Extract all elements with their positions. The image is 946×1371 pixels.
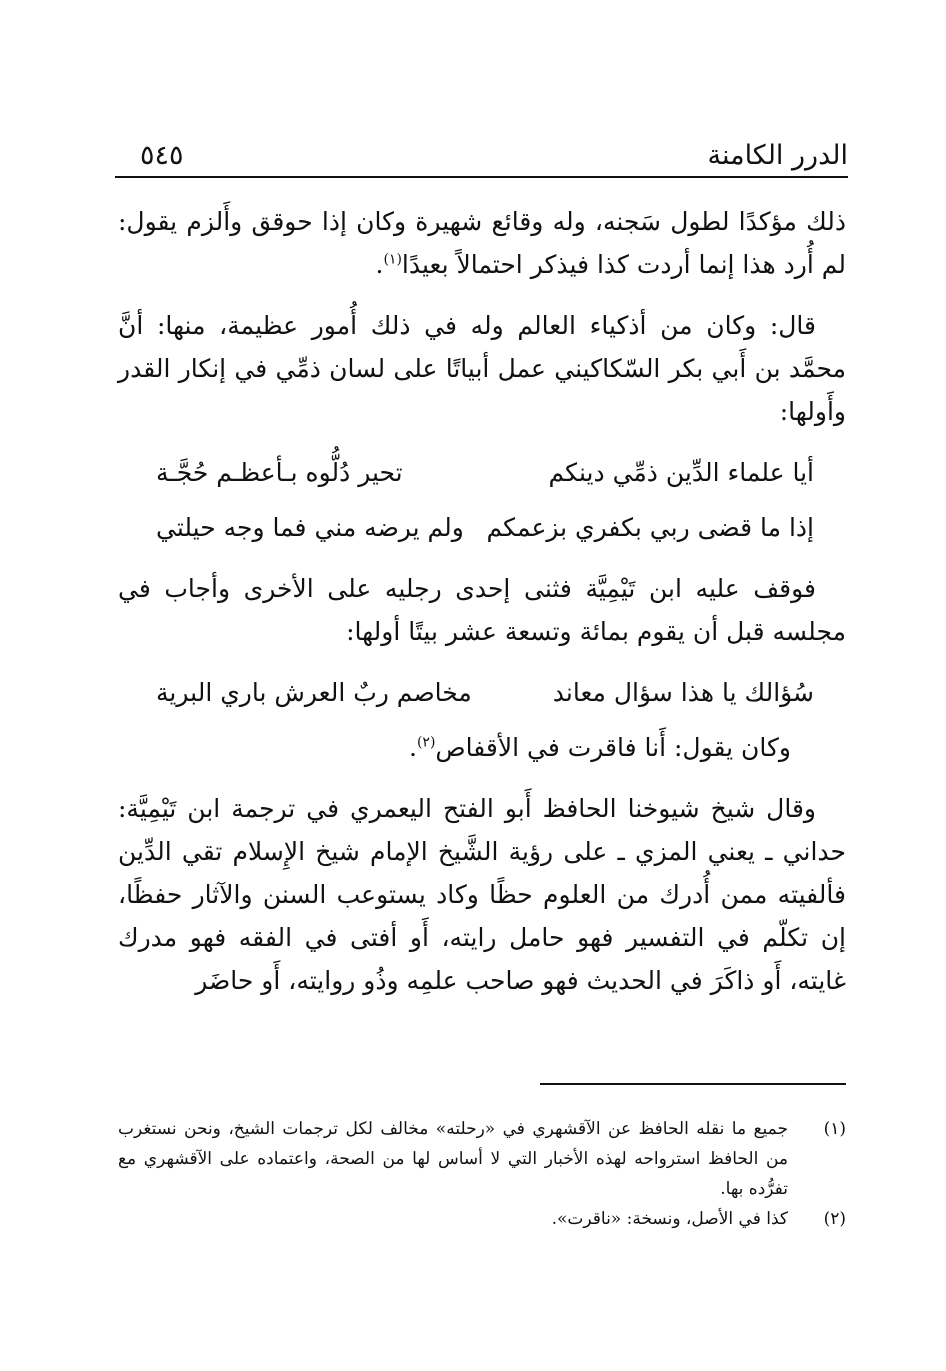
verse-2-second-hemistich: ولم يرضه مني فما وجه حيلتي <box>156 513 464 542</box>
footnote-1 <box>118 1114 846 1204</box>
footnotes <box>118 1114 846 1234</box>
footnote-ref-1: (١) <box>383 251 402 268</box>
verse-1-first-hemistich: أيا علماء الدِّين ذمِّي دينكم <box>548 458 814 487</box>
footnote-1-number: (١) <box>823 1119 846 1139</box>
spacer <box>118 769 846 787</box>
footnote-ref-2: (٢) <box>416 734 436 751</box>
header-rule <box>115 176 848 178</box>
verse-line-1 <box>118 451 846 494</box>
paragraph-2: قال: وكان من أذكياء العالم وله في ذلك أُمور عظيمة، منها: أنَّ محمَّد بن أَبي بكر السّكاكيني عمل أبياتًا على لسان ذمِّي في إنكار القدر وأَولها: <box>118 311 846 426</box>
spacer <box>118 653 846 671</box>
verse-3-first-hemistich: سُؤالك يا هذا سؤال معاند <box>552 678 814 707</box>
running-title: الدرر الكامنة <box>707 140 848 171</box>
paragraph-5: وقال شيخ شيوخنا الحافظ أَبو الفتح اليعمري في ترجمة ابن تَيْمِيَّة: حداني ـ يعني المزي ـ على رؤية الشَّيخ الإمام شيخ الإِسلام تقي الدِّين فألفيته ممن أُدرك من العلوم حظًا وكاد يستوعب السنن والآثار حفظًا، إن تكلّم في التفسير فهو حامل رايته، أَو أفتى في الفقه فهو مدرك غايته، أَو ذاكَرَ في الحديث فهو صاحب علمِه وذُو روايته، أَو حاضَر <box>118 794 846 995</box>
verse-3-second-hemistich: مخاصم ربٌ العرش باري البرية <box>156 678 472 707</box>
footnote-1-text: جميع ما نقله الحافظ عن الآقشهري في «رحلته» مخالف لكل ترجمات الشيخ، ونحن نستغرب من الحافظ استرواحه لهذه الأخبار التي لا أساس لها من الصحة، واعتماده على الآقشهري مع تفرُّده بها. <box>118 1119 788 1199</box>
spacer <box>118 494 846 506</box>
paragraph-4-end: . <box>408 733 417 762</box>
verse-line-2 <box>118 506 846 549</box>
spacer <box>118 286 846 304</box>
paragraph-1-text: ذلك مؤكدًا لطول سَجنه، وله وقائع شهيرة وكان إذا حوقق وأَلزم يقول: لم أُرد هذا إنما أردت كذا فيذكر احتمالاً بعيدًا <box>118 207 846 279</box>
paragraph-3: فوقف عليه ابن تَيْمِيَّة فثنى إحدى رجليه على الأخرى وأجاب في مجلسه قبل أن يقوم بمائة وتسعة عشر بيتًا أولها: <box>118 574 846 646</box>
paragraph-4-text: وكان يقول: أَنا فاقرت في الأقفاص <box>435 733 791 762</box>
main-text <box>118 200 846 1002</box>
verse-2-first-hemistich: إذا ما قضى ربي بكفري بزعمكم <box>486 513 814 542</box>
page-number: ٥٤٥ <box>140 140 184 171</box>
footnote-2-text: كذا في الأصل، ونسخة: «ناقرت». <box>551 1209 788 1229</box>
spacer <box>118 433 846 451</box>
footnote-separator <box>540 1083 846 1085</box>
paragraph-4 <box>118 726 846 769</box>
footnote-2-number: (٢) <box>823 1209 846 1229</box>
spacer <box>118 714 846 726</box>
paragraph-1 <box>118 200 846 286</box>
page-header <box>115 130 848 176</box>
spacer <box>118 549 846 567</box>
verse-1-second-hemistich: تحير دُلُّوه بـأعظـم حُجَّـة <box>156 458 403 487</box>
footnote-2 <box>118 1204 846 1234</box>
paragraph-1-end: . <box>375 250 384 279</box>
verse-line-3 <box>118 671 846 714</box>
